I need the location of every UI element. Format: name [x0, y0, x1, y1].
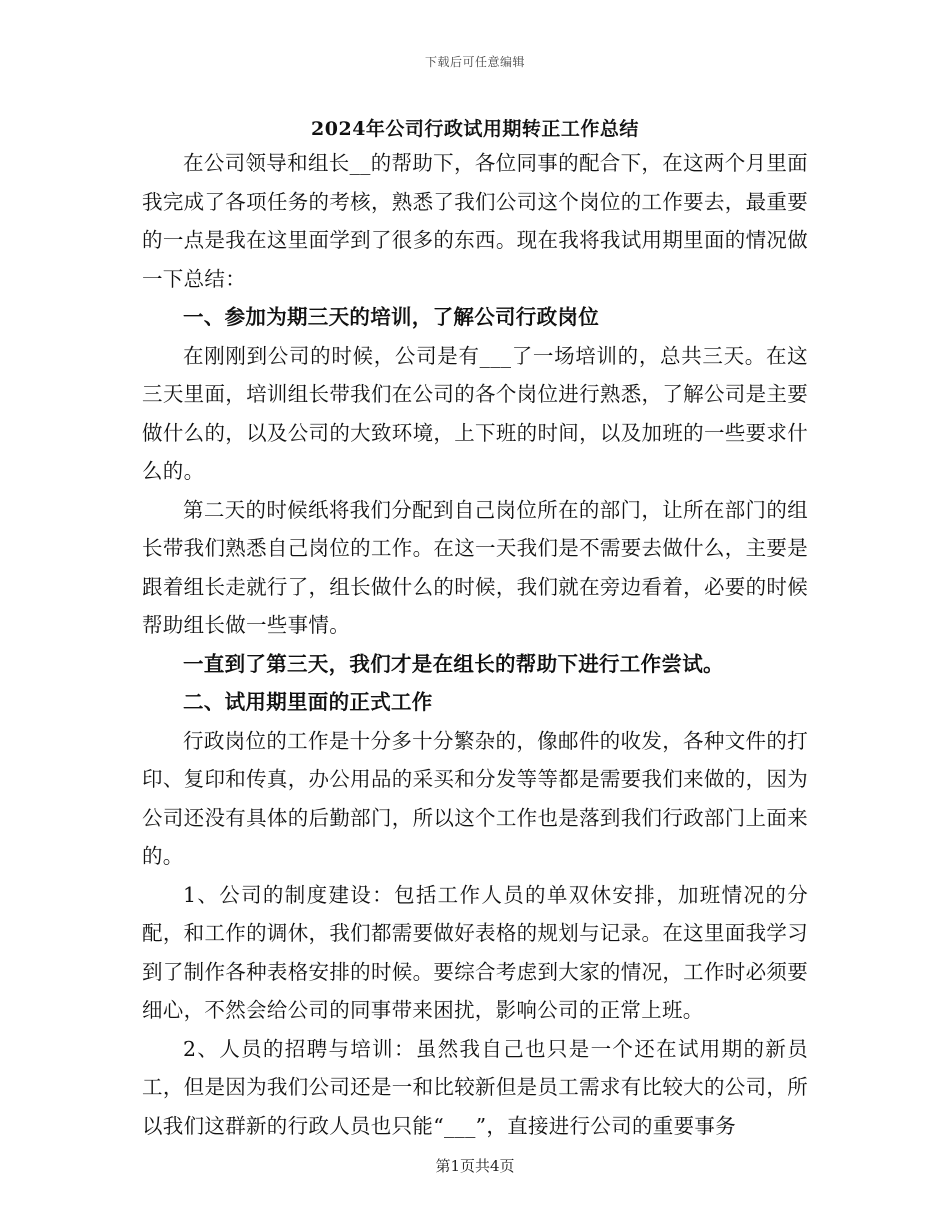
document-body: [142, 144, 808, 1145]
section-heading-2: 二、试用期里面的正式工作: [183, 690, 433, 714]
section-heading-1: 一、参加为期三天的培训，了解公司行政岗位: [183, 305, 599, 329]
page-number: 第1页共4页: [435, 1157, 515, 1175]
paragraph-admin-work: 行政岗位的工作是十分多十分繁杂的，像邮件的收发，各种文件的打印、复印和传真，办公用品的采买和分发等等都是需要我们来做的，因为公司还没有具体的后勤部门，所以这个工作也是落到我们行政部门上面来的。: [142, 728, 808, 868]
paragraph-intro: 在公司领导和组长__的帮助下，各位同事的配合下，在这两个月里面我完成了各项任务的考核，熟悉了我们公司这个岗位的工作要去，最重要的一点是我在这里面学到了很多的东西。现在我将我试用期里面的情况做一下总结：: [142, 151, 808, 291]
document-title: 2024年公司行政试用期转正工作总结: [311, 118, 639, 140]
paragraph-policy: 1、公司的制度建设：包括工作人员的单双休安排，加班情况的分配，和工作的调休，我们都需要做好表格的规划与记录。在这里面我学习到了制作各种表格安排的时候。要综合考虑到大家的情况，工作时必须要细心，不然会给公司的同事带来困扰，影响公司的正常上班。: [142, 882, 808, 1022]
paragraph-training-day2: 第二天的时候纸将我们分配到自己岗位所在的部门，让所在部门的组长带我们熟悉自己岗位的工作。在这一天我们是不需要去做什么，主要是跟着组长走就行了，组长做什么的时候，我们就在旁边看着，必要的时候帮助组长做一些事情。: [142, 497, 808, 637]
header-note: 下载后可任意编辑: [424, 55, 525, 69]
paragraph-training-day3: 一直到了第三天，我们才是在组长的帮助下进行工作尝试。: [183, 651, 724, 676]
paragraph-training-day1: 在刚刚到公司的时候，公司是有___了一场培训的，总共三天。在这三天里面，培训组长带我们在公司的各个岗位进行熟悉，了解公司是主要做什么的，以及公司的大致环境，上下班的时间，以及加班的一些要求什么的。: [142, 343, 808, 483]
paragraph-recruitment: 2、人员的招聘与培训：虽然我自己也只是一个还在试用期的新员工，但是因为我们公司还是一和比较新但是员工需求有比较大的公司，所以我们这群新的行政人员也只能“___”，直接进行公司的重要事务: [142, 1036, 808, 1138]
